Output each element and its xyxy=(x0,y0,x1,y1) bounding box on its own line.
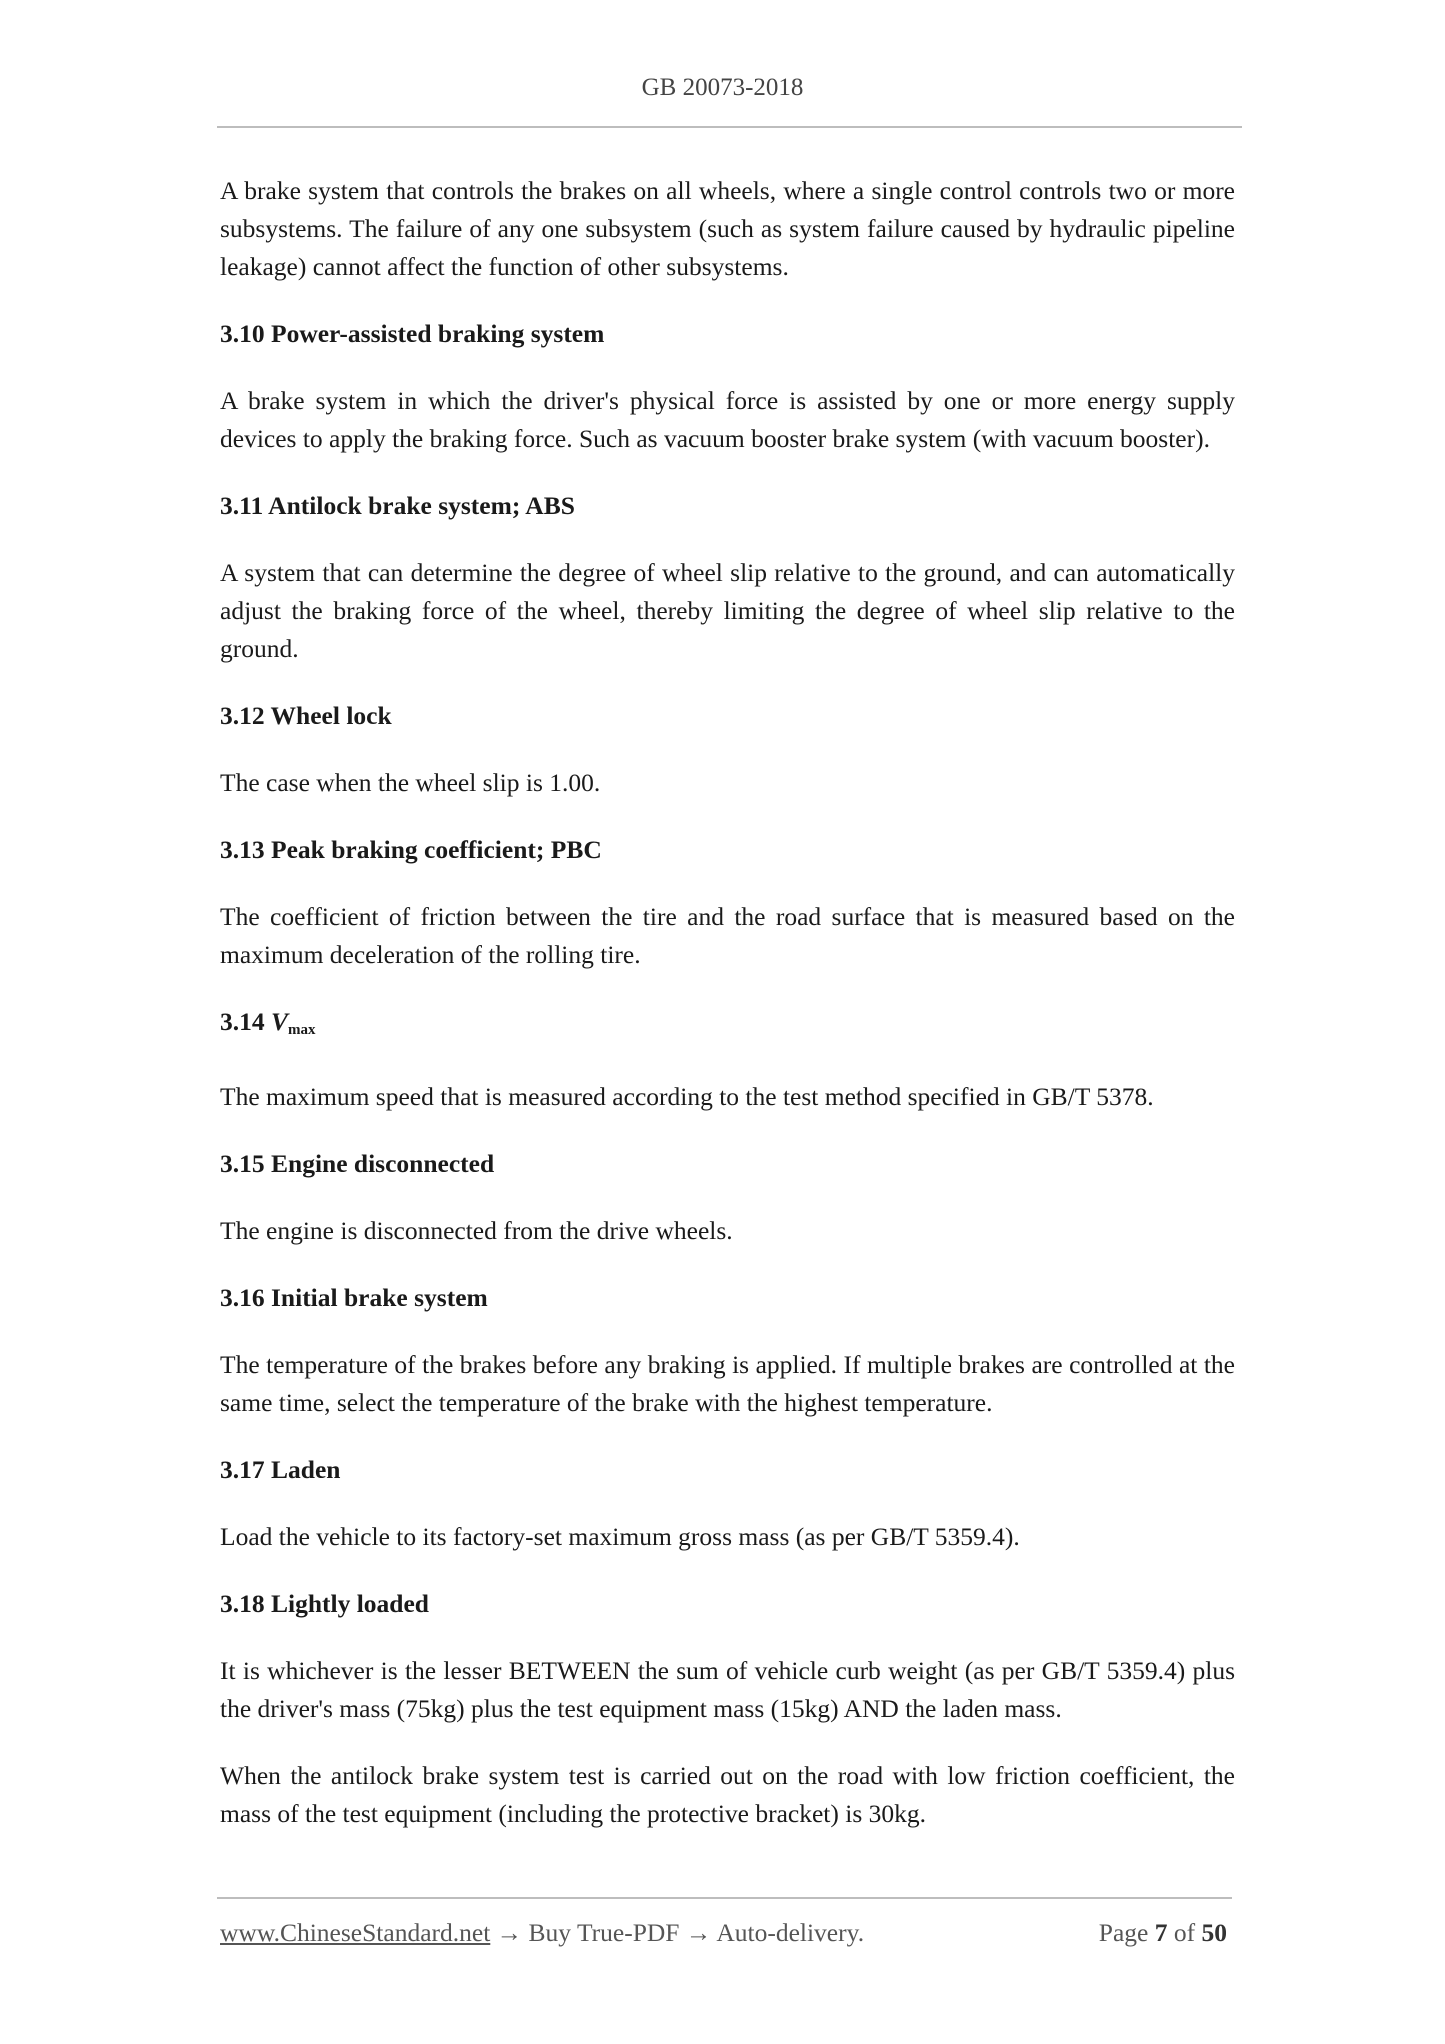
auto-delivery-text: Auto-delivery. xyxy=(716,1918,865,1947)
page-current: 7 xyxy=(1154,1918,1168,1947)
paragraph-3-12: The case when the wheel slip is 1.00. xyxy=(220,768,601,797)
document-header: GB 20073-2018 xyxy=(641,74,804,101)
heading-3-18: 3.18 Lightly loaded xyxy=(220,1589,429,1618)
arrow-right-icon: → xyxy=(685,1918,712,1947)
of-label: of xyxy=(1173,1918,1196,1947)
chinesestandard-link[interactable]: www.ChineseStandard.net xyxy=(220,1918,491,1947)
header-divider xyxy=(217,126,1242,128)
arrow-right-icon: → xyxy=(496,1918,523,1947)
heading-3-13: 3.13 Peak braking coefficient; PBC xyxy=(220,835,602,864)
paragraph-3-10: A brake system in which the driver's physical force is assisted by one or more energy supply devices to apply the braking force. Such as vacuum booster brake system (with vacuum booster). xyxy=(220,386,1235,453)
paragraph-3-15: The engine is disconnected from the drive wheels. xyxy=(220,1216,733,1245)
heading-3-10: 3.10 Power-assisted braking system xyxy=(220,319,605,348)
heading-3-12: 3.12 Wheel lock xyxy=(220,701,392,730)
heading-3-17: 3.17 Laden xyxy=(220,1455,341,1484)
vmax-subscript: max xyxy=(288,1022,316,1038)
heading-3-15: 3.15 Engine disconnected xyxy=(220,1149,495,1178)
intro-paragraph: A brake system that controls the brakes on all wheels, where a single control controls two or more subsystems. The failure of any one subsystem (such as system failure caused by hydraulic pipeline leakage) cannot affect the function of other subsystems. xyxy=(220,176,1235,281)
paragraph-3-18-note: When the antilock brake system test is carried out on the road with low friction coefficient, the mass of the test equipment (including the protective bracket) is 30kg. xyxy=(220,1761,1235,1828)
page-label: Page xyxy=(1098,1918,1149,1947)
heading-3-11: 3.11 Antilock brake system; ABS xyxy=(220,491,575,520)
heading-3-14-number: 3.14 xyxy=(220,1007,265,1036)
heading-3-16: 3.16 Initial brake system xyxy=(220,1283,488,1312)
page-total: 50 xyxy=(1201,1918,1227,1947)
footer-divider xyxy=(217,1897,1232,1899)
heading-3-14 xyxy=(220,1003,1235,1049)
paragraph-3-16: The temperature of the brakes before any braking is applied. If multiple brakes are controlled at the same time, select the temperature of the brake with the highest temperature. xyxy=(220,1350,1235,1417)
paragraph-3-13: The coefficient of friction between the tire and the road surface that is measured based on the maximum deceleration of the rolling tire. xyxy=(220,902,1235,969)
paragraph-3-11: A system that can determine the degree of wheel slip relative to the ground, and can automatically adjust the braking force of the wheel, thereby limiting the degree of wheel slip relative to the ground. xyxy=(220,558,1235,663)
document-body xyxy=(220,172,1235,1862)
paragraph-3-17: Load the vehicle to its factory-set maximum gross mass (as per GB/T 5359.4). xyxy=(220,1522,1020,1551)
page-number xyxy=(1099,1918,1227,1948)
vmax-symbol: V xyxy=(271,1007,289,1036)
buy-pdf-text: Buy True-PDF xyxy=(528,1918,680,1947)
footer-left xyxy=(220,1918,864,1948)
paragraph-3-18: It is whichever is the lesser BETWEEN the sum of vehicle curb weight (as per GB/T 5359.4) plus the driver's mass (75kg) plus the test equipment mass (15kg) AND the laden mass. xyxy=(220,1656,1235,1723)
paragraph-3-14: The maximum speed that is measured according to the test method specified in GB/T 5378. xyxy=(220,1082,1154,1111)
